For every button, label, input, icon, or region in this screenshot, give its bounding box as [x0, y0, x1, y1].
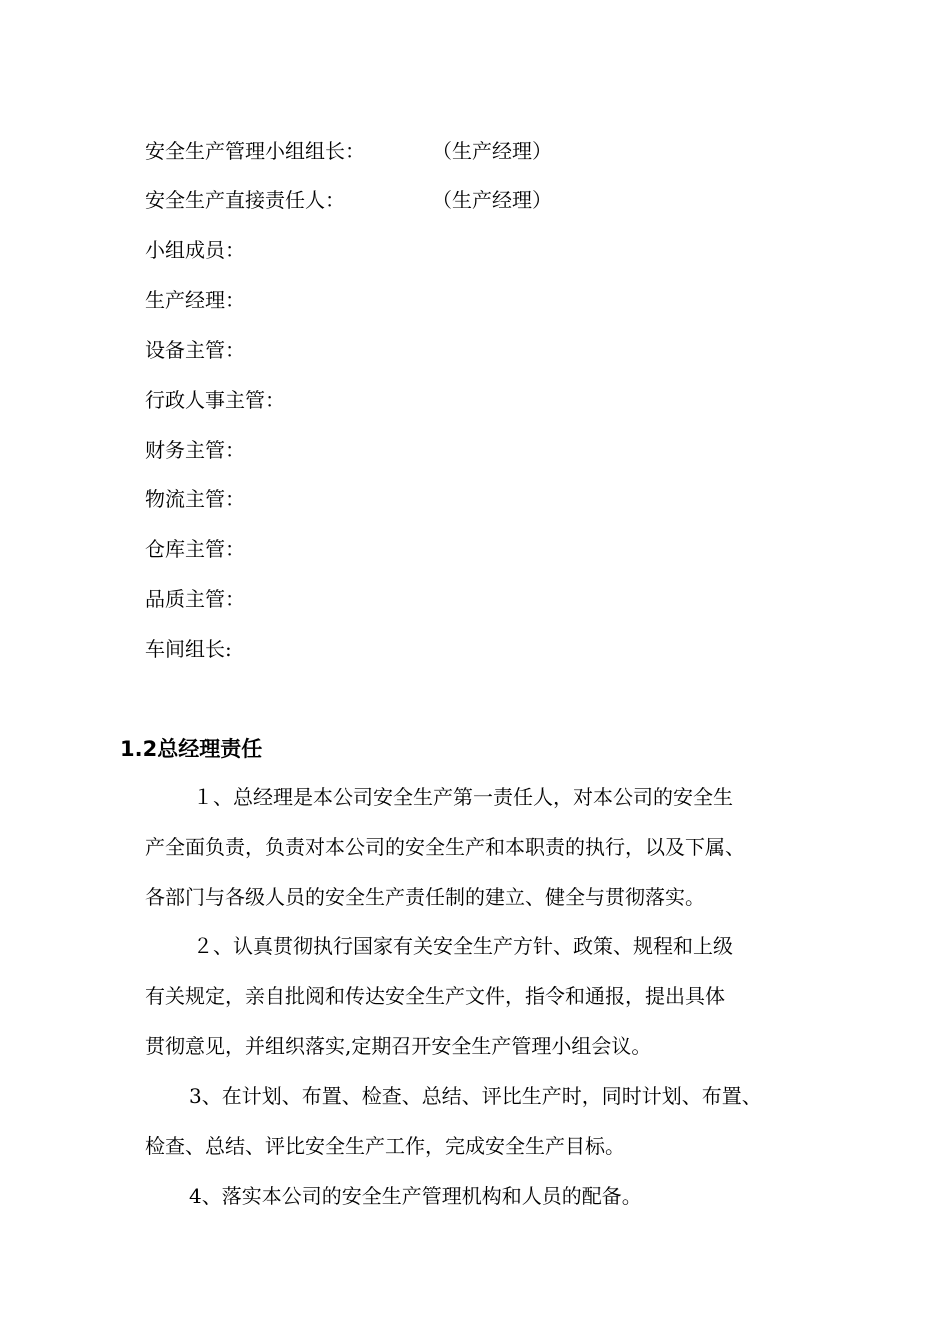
paragraph-line: 产全面负责，负责对本公司的安全生产和本职责的执行，以及下属、 [145, 835, 745, 859]
roster-label: 安全生产管理小组组长： [145, 139, 365, 163]
roster-value: （生产经理） [432, 188, 552, 212]
roster-label: 仓库主管： [145, 537, 245, 561]
paragraph [145, 1171, 825, 1221]
roster-label: 生产经理： [145, 288, 245, 312]
paragraph-line: 检查、总结、评比安全生产工作，完成安全生产目标。 [145, 1134, 625, 1158]
roster-label: 车间组长: [145, 637, 232, 661]
paragraph-line: 各部门与各级人员的安全生产责任制的建立、健全与贯彻落实。 [145, 885, 705, 909]
paragraph-line: 3、在计划、布置、检查、总结、评比生产时，同时计划、布置、 [189, 1084, 762, 1108]
roster-row [145, 437, 245, 463]
roster-row [145, 287, 245, 313]
paragraph-line: 有关规定，亲自批阅和传达安全生产文件，指令和通报，提出具体 [145, 984, 725, 1008]
roster-label: 行政人事主管： [145, 388, 285, 412]
roster-label: 财务主管： [145, 438, 245, 462]
paragraph-line: １、总经理是本公司安全生产第一责任人，对本公司的安全生 [193, 785, 733, 809]
roster-row [145, 586, 245, 612]
paragraph-line: 贯彻意见，并组织落实,定期召开安全生产管理小组会议。 [145, 1034, 652, 1058]
paragraph [145, 921, 825, 1071]
roster-value: （生产经理） [432, 139, 552, 163]
section-heading: 1.2总经理责任 [120, 737, 263, 761]
paragraph-line: 4、落实本公司的安全生产管理机构和人员的配备。 [189, 1184, 642, 1208]
roster-row [145, 237, 245, 263]
roster-row [145, 536, 245, 562]
roster-row [145, 387, 285, 413]
roster-row [145, 636, 232, 662]
roster-label: 安全生产直接责任人： [145, 188, 345, 212]
paragraph [145, 772, 825, 922]
roster-row [145, 138, 552, 164]
roster-label: 设备主管： [145, 338, 245, 362]
roster-row [145, 337, 245, 363]
roster-row [145, 187, 552, 213]
roster-label: 小组成员： [145, 238, 245, 262]
roster-label: 品质主管： [145, 587, 245, 611]
roster-label: 物流主管： [145, 487, 245, 511]
paragraph [145, 1071, 825, 1171]
paragraph-line: ２、认真贯彻执行国家有关安全生产方针、政策、规程和上级 [193, 934, 733, 958]
roster-row [145, 486, 245, 512]
